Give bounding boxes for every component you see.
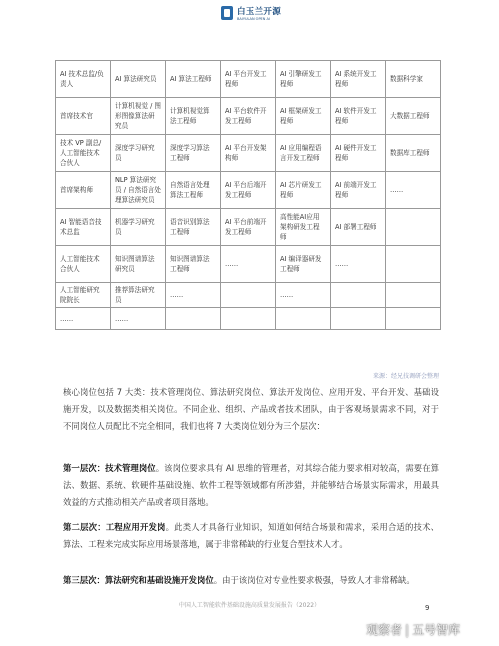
table-cell: 计算机视觉算法工程师 <box>166 98 221 135</box>
table-cell: 人工智能研究院院长 <box>56 283 111 308</box>
level1-paragraph <box>63 460 439 511</box>
table-cell: AI 平台开发工程师 <box>221 61 276 98</box>
level3-paragraph <box>63 572 439 589</box>
table-row <box>56 283 441 308</box>
table-cell: …… <box>56 308 111 330</box>
table-row <box>56 61 441 98</box>
table-cell: 数据库工程师 <box>386 135 441 172</box>
table-cell <box>386 209 441 246</box>
table-cell: …… <box>166 283 221 308</box>
table-cell: 推荐算法研究员 <box>111 283 166 308</box>
table-cell <box>386 308 441 330</box>
level1-heading: 第一层次：技术管理岗位 <box>63 463 156 473</box>
table-cell: 高性能AI应用架构研发工程师 <box>276 209 331 246</box>
page-number: 9 <box>425 604 430 612</box>
table-row <box>56 98 441 135</box>
report-title-footer: 中国人工智能软件基础设施高质量发展报告（2022） <box>178 602 321 609</box>
table-cell: AI 技术总监/负责人 <box>56 61 111 98</box>
logo-mark-icon <box>221 6 233 20</box>
logo-name: 白玉兰开源 <box>237 7 282 17</box>
table-cell: AI 平台开发架构师 <box>221 135 276 172</box>
table-cell: 深度学习研究员 <box>111 135 166 172</box>
table-row <box>56 308 441 330</box>
table-cell: …… <box>331 246 386 283</box>
table-cell: AI 芯片研发工程师 <box>276 172 331 209</box>
table-row <box>56 246 441 283</box>
table-cell: AI 前端开发工程师 <box>331 172 386 209</box>
table-cell: AI 算法工程师 <box>166 61 221 98</box>
table-cell <box>166 308 221 330</box>
table-cell: …… <box>386 172 441 209</box>
level2-heading: 第二层次：工程应用开发岗 <box>63 522 166 532</box>
table-cell: AI 引擎研发工程师 <box>276 61 331 98</box>
table-cell: …… <box>221 246 276 283</box>
watermark: 观察者 | 五号智库 <box>366 623 461 637</box>
watermark-left: 观察者 <box>366 623 403 637</box>
table-cell: AI 系统开发工程师 <box>331 61 386 98</box>
table-cell: NLP 算法研究员 / 自然语言处理算法研究员 <box>111 172 166 209</box>
table-cell: …… <box>111 308 166 330</box>
table-cell <box>386 283 441 308</box>
logo-subtitle: BAIYULAN OPEN AI <box>237 17 270 21</box>
table-row <box>56 172 441 209</box>
source-note: 来源：经兄技调研会整理 <box>372 373 439 380</box>
table-cell <box>221 308 276 330</box>
level2-body: 。此类人才具备行业知识，知道如何结合场景和需求，采用合适的技术、算法、工程来完成实际应用场景落地，属于非常稀缺的行业复合型技术人才。 <box>63 522 439 549</box>
table-cell: AI 算法研究员 <box>111 61 166 98</box>
table-cell: AI 平台软件开发工程师 <box>221 98 276 135</box>
table-cell: …… <box>276 283 331 308</box>
table-cell: AI 部署工程师 <box>331 209 386 246</box>
table-cell <box>331 308 386 330</box>
table-cell <box>221 283 276 308</box>
table-cell <box>386 246 441 283</box>
table-cell: 人工智能技术合伙人 <box>56 246 111 283</box>
table-cell: 首席技术官 <box>56 98 111 135</box>
table-cell: 深度学习算法工程师 <box>166 135 221 172</box>
job-roles-table <box>55 60 441 330</box>
table-cell: 大数据工程师 <box>386 98 441 135</box>
table-cell: 语音识别算法工程师 <box>166 209 221 246</box>
table-cell: AI 框架研发工程师 <box>276 98 331 135</box>
table-row <box>56 209 441 246</box>
table-cell: AI 硬件开发工程师 <box>331 135 386 172</box>
table-cell: 技术 VP 副总/人工智能技术合伙人 <box>56 135 111 172</box>
table-cell: AI 平台前端开发工程师 <box>221 209 276 246</box>
table-cell: 首席架构师 <box>56 172 111 209</box>
table-cell: AI 平台后端开发工程师 <box>221 172 276 209</box>
table-cell: 机器学习研究员 <box>111 209 166 246</box>
level1-body: 。该岗位要求具有 AI 思维的管理者，对其综合能力要求相对较高，需要在算法、数据、系统、软硬件基础设施、软件工程等领域都有所涉猎，并能够结合场景实际需求，用最具效益的方式推动相关产品或者项目落地。 <box>63 463 439 507</box>
level2-paragraph <box>63 519 439 553</box>
table-cell: 自然语言处理算法工程师 <box>166 172 221 209</box>
brand-logo <box>221 3 291 25</box>
table-cell: AI 应用编程语言开发工程师 <box>276 135 331 172</box>
table-cell <box>331 283 386 308</box>
table-cell <box>276 308 331 330</box>
table-cell: AI 智能语音技术总监 <box>56 209 111 246</box>
intro-paragraph: 核心岗位包括 7 大类：技术管理岗位、算法研究岗位、算法开发岗位、应用开发、平台开发、基础设施开发，以及数据类相关岗位。不同企业、组织、产品或者技术团队，由于客观场景需求不同，对于不同岗位人员配比不完全相同，我们也将 7 大类岗位划分为三个层次： <box>63 387 439 431</box>
table-cell: 知识图谱算法研究员 <box>111 246 166 283</box>
table-cell: 知识图谱算法工程师 <box>166 246 221 283</box>
table-cell: AI 软件开发工程师 <box>331 98 386 135</box>
level3-body: 。由于该岗位对专业性要求极强，导致人才非常稀缺。 <box>213 575 415 585</box>
table-cell: 计算机视觉 / 图形图像算法研究员 <box>111 98 166 135</box>
table-cell: AI 编译器研发工程师 <box>276 246 331 283</box>
table-cell: 数据科学家 <box>386 61 441 98</box>
level3-heading: 第三层次：算法研究和基础设施开发岗位 <box>63 575 214 585</box>
table-row <box>56 135 441 172</box>
watermark-right: 五号智库 <box>412 623 461 637</box>
